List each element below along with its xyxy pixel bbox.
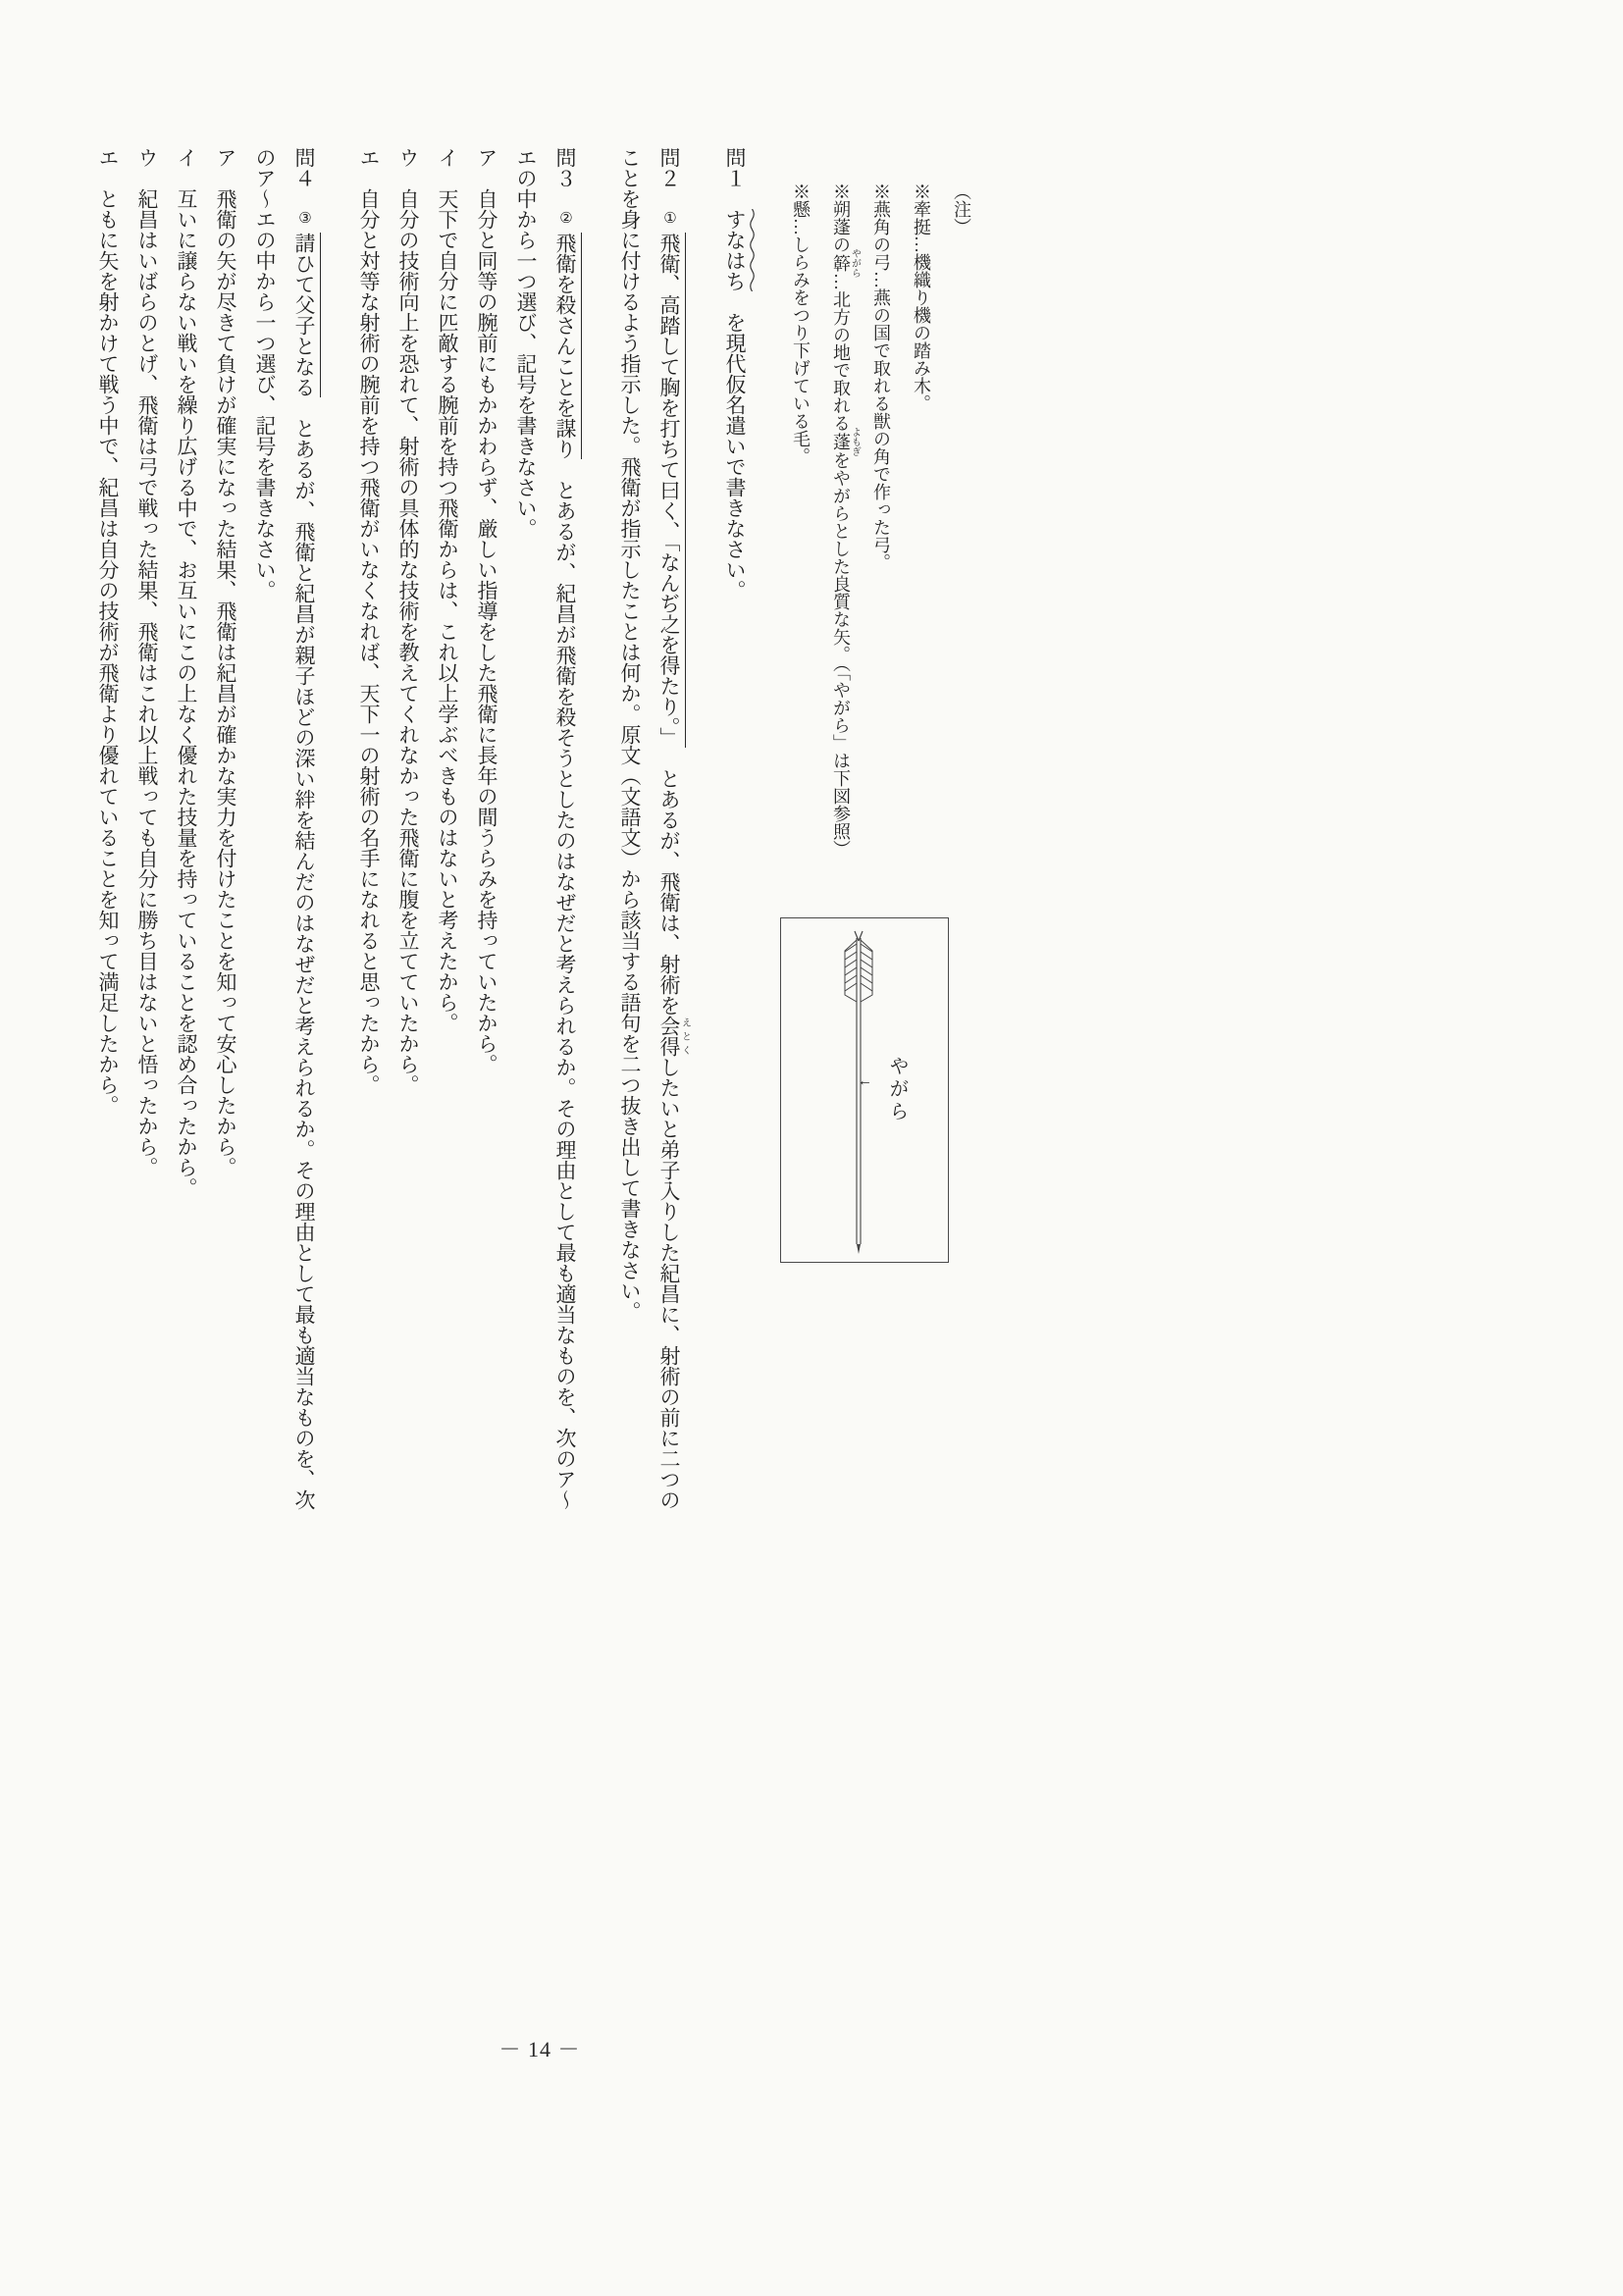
choice-e-text: ともに矢を射かけて戦う中で、紀昌は自分の技術が飛衛より優れていることを知って満足したから。 xyxy=(96,188,120,1116)
choice-e-text: 自分と対等な射術の腕前を持つ飛衛がいなくなれば、天下一の射術の名手になれると思ったから。 xyxy=(357,188,381,1095)
choice-i xyxy=(428,147,467,1521)
notes-section xyxy=(780,147,981,1521)
left-arrow-icon: ← xyxy=(858,1073,872,1089)
figure-label: やがら xyxy=(886,1056,908,1123)
choice-i-label: イ xyxy=(436,147,459,168)
choice-i xyxy=(167,147,206,1521)
question-1-line xyxy=(715,147,755,1521)
choice-u-text: 自分の技術向上を恐れて、射術の具体的な技術を教えてくれなかった飛衛に腹を立てていたから。 xyxy=(396,188,420,1095)
wavy-underlined-phrase xyxy=(723,209,747,291)
question-3-body: とあるが、紀昌が飛衛を殺そうとしたのはなぜだと考えられるか。その理由として最も適当なものを、次のア～エの中から一つ選び、記号を書きなさい。 xyxy=(514,147,577,1510)
arrow-illustration xyxy=(781,918,948,1262)
choice-a xyxy=(467,147,506,1521)
choice-a xyxy=(206,147,245,1521)
ruby-text: よもぎ xyxy=(849,427,861,456)
underlined-phrase-2: 飛衛を殺さんことを謀り xyxy=(553,233,582,459)
question-4-line xyxy=(245,147,324,1521)
choice-u xyxy=(389,147,428,1521)
note-item-enkaku-bow: ※燕角の弓…燕の国で取れる獣の角で作った弓。 xyxy=(871,183,891,571)
question-4-number: 問４ xyxy=(292,147,316,188)
figure-box xyxy=(780,917,949,1263)
note-item-ken: ※懸…しらみをつり下げている毛。 xyxy=(791,183,811,465)
choice-u xyxy=(128,147,167,1521)
question-3-line xyxy=(506,147,585,1521)
question-2-body: とあるが、飛衛は、射術を xyxy=(657,768,681,1016)
note-3-seg1: ※朔蓬の xyxy=(831,183,851,253)
choice-u-text: 紀昌はいばらのとげ、飛衛は弓で戦った結果、飛衛はこれ以上戦っても自分に勝ち目はないと悟ったから。 xyxy=(135,188,159,1177)
question-4-body: とあるが、飛衛と紀昌が親子ほどの深い絆を結んだのはなぜだと考えられるか。その理由として最も適当なものを、次のア～エの中から一つ選び、記号を書きなさい。 xyxy=(253,147,316,1510)
question-3 xyxy=(349,147,585,1521)
choice-e xyxy=(88,147,128,1521)
note-3-seg2: …北方の地で取れる xyxy=(831,273,851,432)
question-3-choices xyxy=(349,147,506,1521)
annotation-number-1: ① xyxy=(661,209,677,227)
arrow-shaft xyxy=(857,938,861,1244)
question-1 xyxy=(715,147,755,1521)
ruby-base: 蓬 xyxy=(831,427,851,456)
choice-u-label: ウ xyxy=(135,147,159,168)
choice-a-label: ア xyxy=(475,147,498,168)
arrow-fletching xyxy=(845,940,872,1002)
choice-u-label: ウ xyxy=(396,147,420,168)
choice-e-label: エ xyxy=(357,147,381,168)
ruby-etoku xyxy=(657,1016,691,1057)
ruby-base: 会得 xyxy=(657,1016,681,1057)
choice-a-text: 自分と同等の腕前にもかかわらず、厳しい指導をした飛衛に長年の間うらみを持っていたから。 xyxy=(475,188,498,1074)
underlined-phrase-1: 飛衛、高踏して胸を打ちて曰く、「なんぢ之を得たり。」 xyxy=(657,233,686,748)
note-item-kentei: ※牽挺…機織り機の踏み木。 xyxy=(912,183,931,412)
question-2-number: 問２ xyxy=(657,147,681,188)
ruby-text: えとく xyxy=(679,1016,691,1057)
question-3-number: 問３ xyxy=(553,147,577,188)
note-item-sakuho-arrow xyxy=(820,183,861,1521)
vertical-text-area xyxy=(88,147,981,1521)
question-4 xyxy=(88,147,324,1521)
question-2 xyxy=(610,147,690,1521)
ruby-yomogi xyxy=(831,427,861,456)
arrow-nock xyxy=(855,931,863,941)
annotation-number-3: ③ xyxy=(296,209,312,227)
page-number: － 14 － xyxy=(498,2037,581,2061)
underlined-phrase-3: 請ひて父子となる xyxy=(292,233,321,397)
question-2-body-cont: したいと弟子入りした紀昌に、射術の前に二つのことを身に付けるよう指示した。飛衛が指示したことは何か。原文（文語文）から該当する語句を二つ抜き出して書きなさい。 xyxy=(618,147,681,1510)
choice-a-label: ア xyxy=(214,147,237,168)
choice-e xyxy=(349,147,389,1521)
question-4-choices xyxy=(88,147,245,1521)
note-3-seg3: をやがらとした良質な矢。（「やがら」は下図参照） xyxy=(831,451,851,858)
choice-e-label: エ xyxy=(96,147,120,168)
question-1-number: 問１ xyxy=(723,147,747,188)
annotation-number-2: ② xyxy=(557,209,573,227)
question-1-text: を現代仮名遣いで書きなさい。 xyxy=(723,312,747,600)
ruby-text: やがら xyxy=(849,248,861,278)
ruby-base: 簳 xyxy=(831,248,851,278)
phrase-text: すなはち xyxy=(723,209,747,291)
choice-a-text: 飛衛の矢が尽きて負けが確実になった結果、飛衛は紀昌が確かな実力を付けたことを知って安心したから。 xyxy=(214,188,237,1177)
question-2-line xyxy=(610,147,690,1521)
ruby-yagara xyxy=(831,248,861,278)
choice-i-text: 互いに譲らない戦いを繰り広げる中で、お互いにこの上なく優れた技量を持っていることを認め合ったから。 xyxy=(175,188,198,1198)
choice-i-text: 天下で自分に匹敵する腕前を持つ飛衛からは、これ以上学ぶべきものはないと考えたから。 xyxy=(436,188,459,1033)
choice-i-label: イ xyxy=(175,147,198,168)
wavy-line xyxy=(749,209,756,291)
arrow-tip xyxy=(857,1244,861,1254)
notes-marker: （注） xyxy=(952,183,971,235)
